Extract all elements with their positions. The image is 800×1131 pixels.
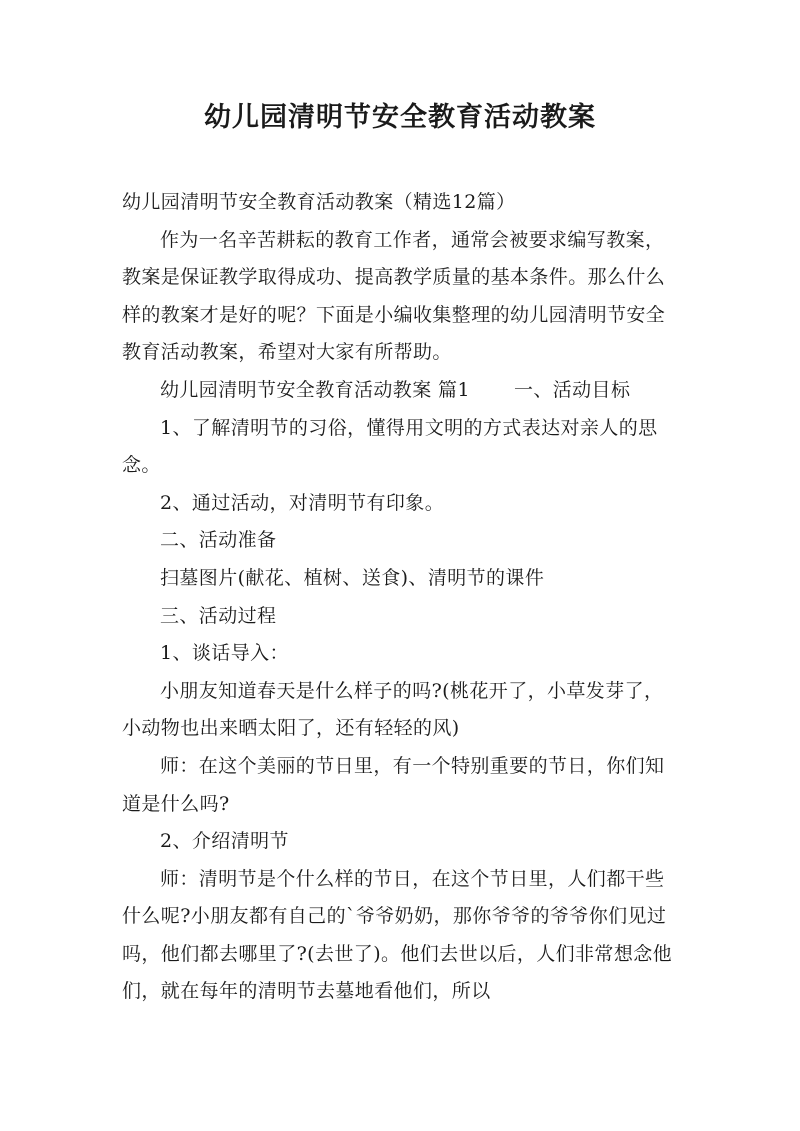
section-heading-line — [122, 372, 682, 410]
prep-heading: 二、活动准备 — [160, 529, 277, 552]
page-title: 幼儿园清明节安全教育活动教案 — [204, 102, 596, 133]
goal-heading: 一、活动目标 — [513, 378, 631, 401]
goal-item-1: 1、了解清明节的习俗，懂得用文明的方式表达对亲人的思念。 — [122, 416, 658, 477]
step-1-paragraph-2: 师：在这个美丽的节日里，有一个特别重要的节日，你们知道是什么吗? — [122, 754, 665, 815]
subtitle: 幼儿园清明节安全教育活动教案（精选12篇） — [122, 191, 516, 213]
process-heading: 三、活动过程 — [160, 604, 277, 627]
step-1-heading: 1、谈话导入： — [160, 642, 289, 665]
prep-content: 扫墓图片(献花、植树、送食)、清明节的课件 — [160, 566, 545, 589]
goal-item-2: 2、通过活动，对清明节有印象。 — [160, 491, 445, 514]
step-1-paragraph-1: 小朋友知道春天是什么样子的吗?(桃花开了，小草发芽了，小动物也出来晒太阳了，还有轻轻的风) — [122, 679, 664, 740]
step-2-paragraph-1: 师：清明节是个什么样的节日，在这个节日里，人们都干些什么呢?小朋友都有自己的`爷爷奶奶，那你爷爷的爷爷你们见过吗，他们都去哪里了?(去世了)。他们去世以后，人们非常想念他们，就在每年的清明节去墓地看他们，所以 — [122, 867, 673, 1003]
intro-paragraph: 作为一名辛苦耕耘的教育工作者，通常会被要求编写教案，教案是保证教学取得成功、提高教学质量的基本条件。那么什么样的教案才是好的呢？下面是小编收集整理的幼儿园清明节安全教育活动教案，希望对大家有所帮助。 — [122, 228, 666, 364]
document-body — [122, 184, 682, 1011]
step-2-heading: 2、介绍清明节 — [160, 830, 289, 853]
section-heading: 幼儿园清明节安全教育活动教案 篇1 — [160, 378, 470, 401]
